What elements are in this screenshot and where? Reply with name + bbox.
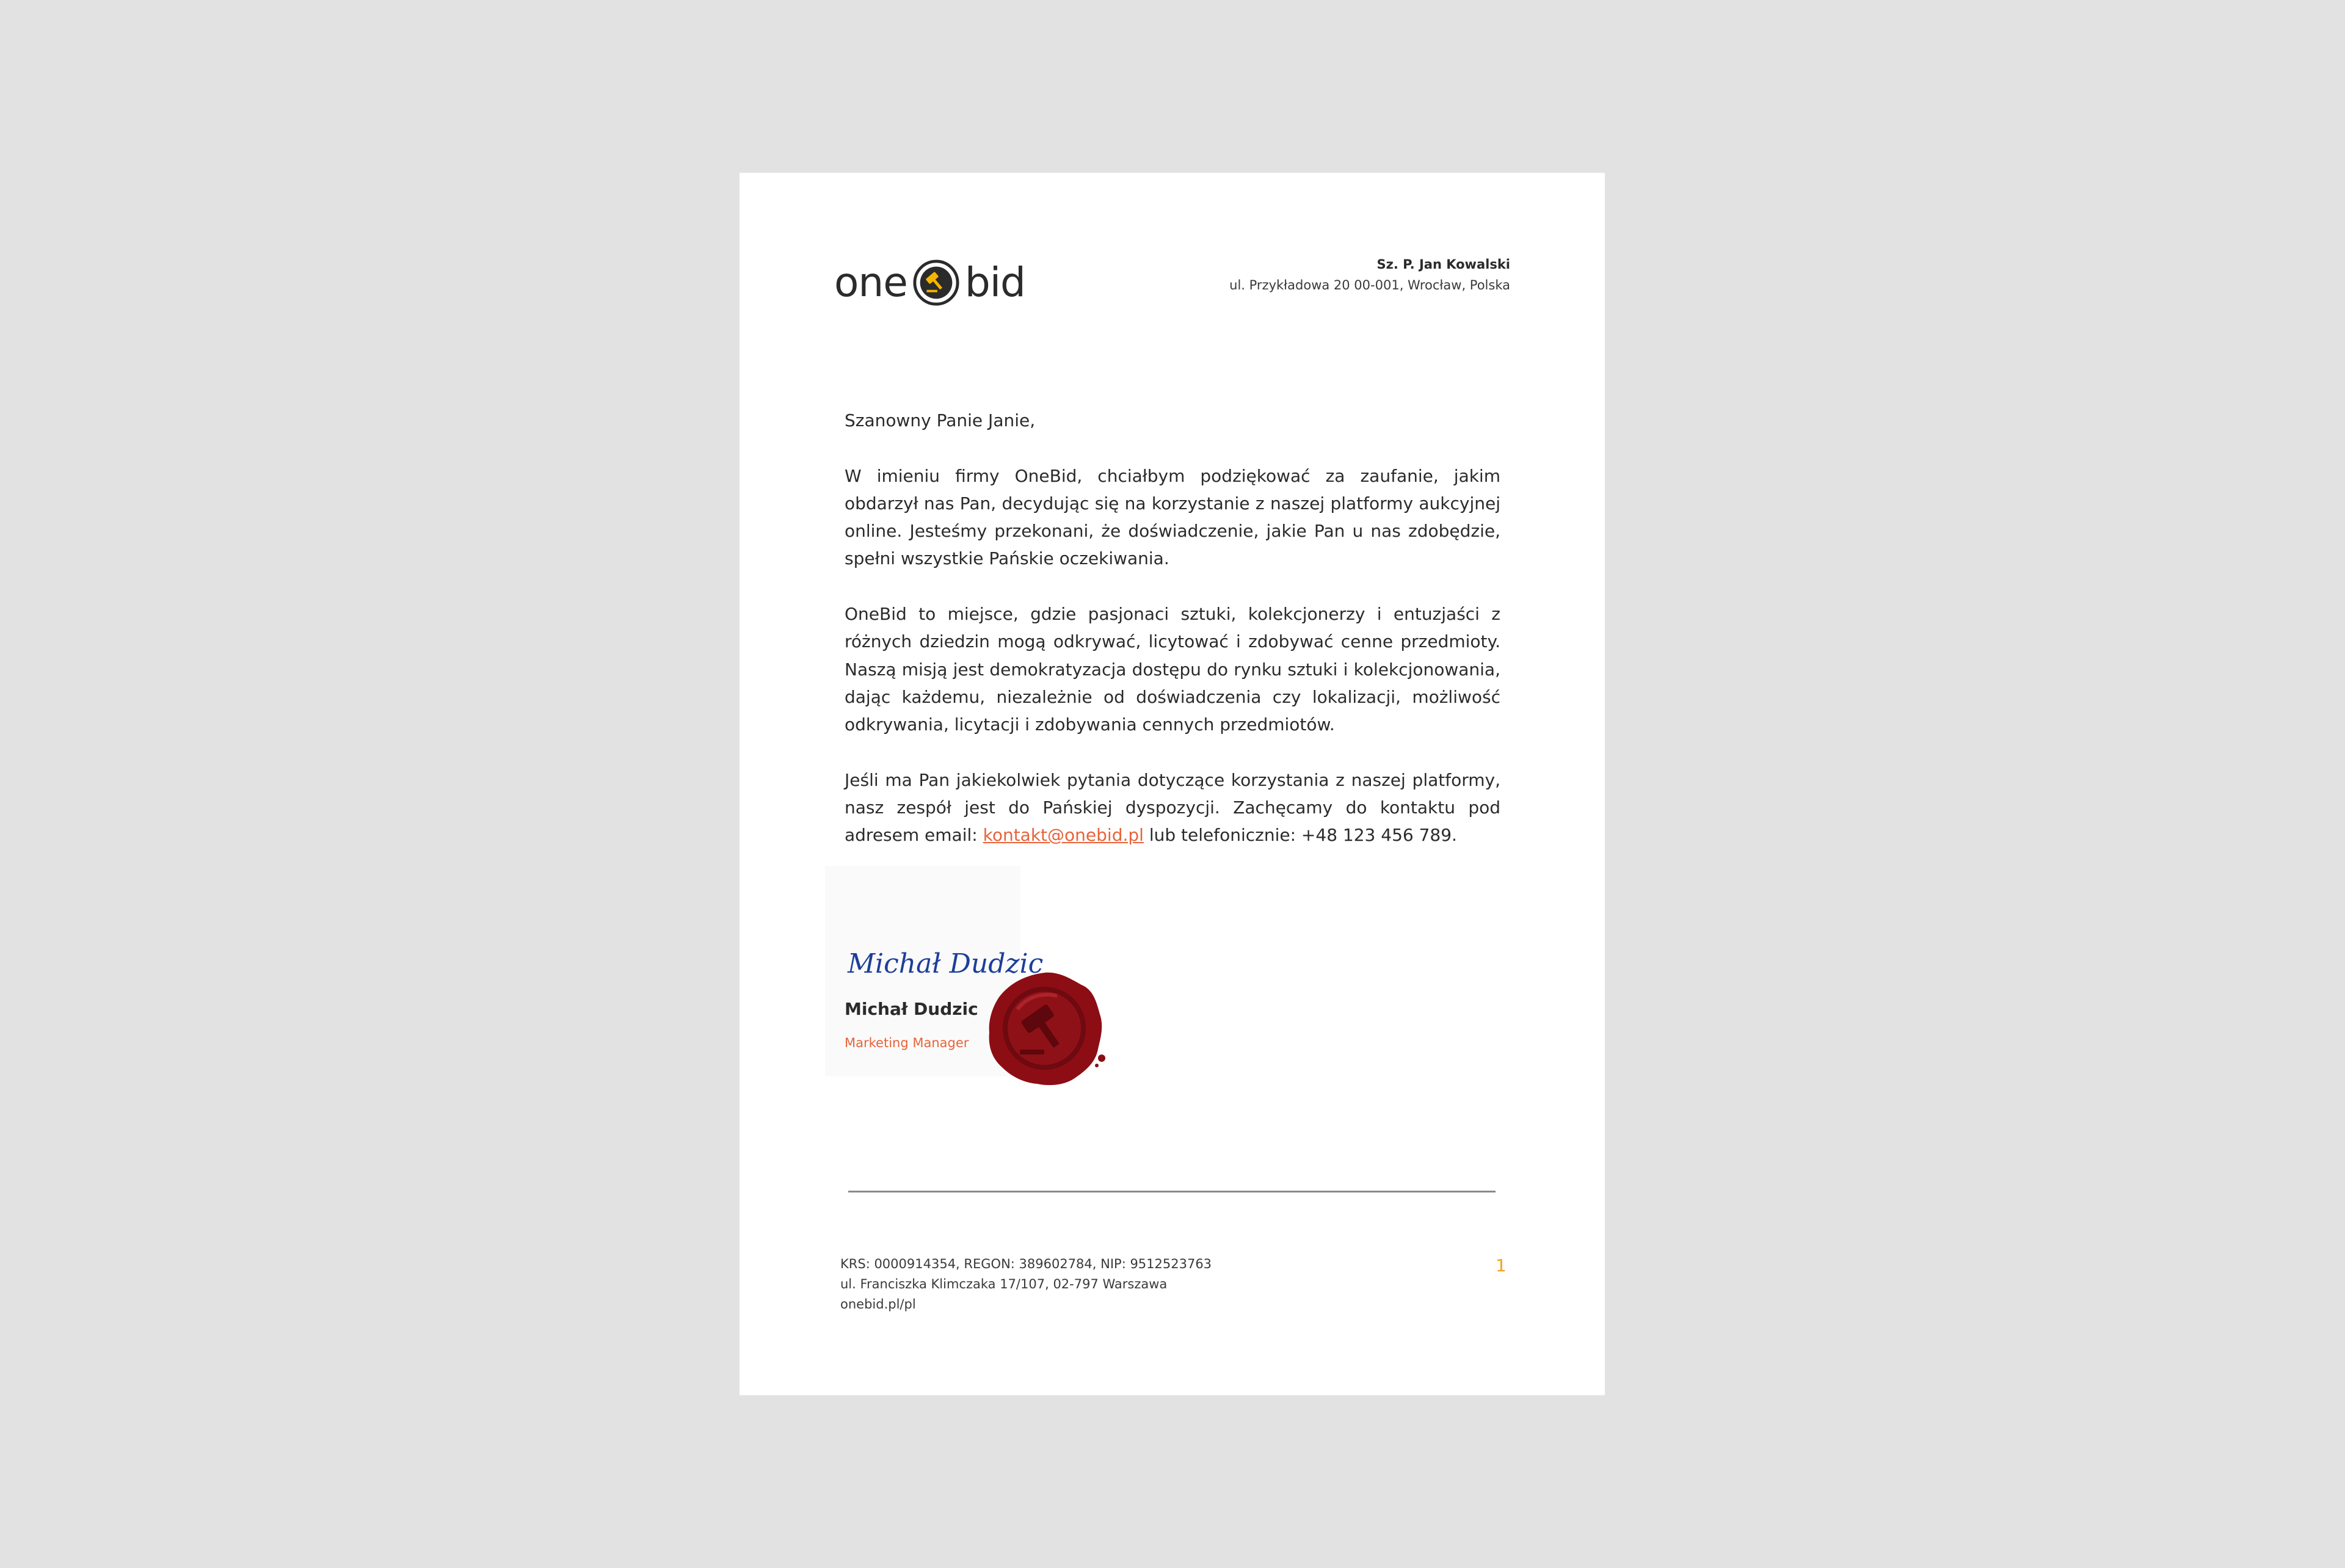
footer-website[interactable]: onebid.pl/pl [840, 1297, 916, 1312]
greeting: Szanowny Panie Janie, [845, 410, 1036, 430]
wax-seal-gavel-icon [981, 967, 1109, 1092]
letter-body [845, 407, 1500, 932]
recipient-name: Sz. P. Jan Kowalski [1376, 257, 1510, 272]
page-number: 1 [1496, 1255, 1507, 1276]
email-link[interactable]: kontakt@onebid.pl [983, 825, 1144, 846]
recipient-address: ul. Przykładowa 20 00-001, Wrocław, Polska [1229, 278, 1510, 292]
footer-address: ul. Franciszka Klimczaka 17/107, 02-797 Warszawa [840, 1277, 1168, 1291]
footer-divider [848, 1191, 1496, 1192]
paragraph-intro: W imieniu firmy OneBid, chciałbym podziękować za zaufanie, jakim obdarzył nas Pan, decydując się na korzystanie z naszej platformy aukcyjnej online. Jesteśmy przekonani, że doświadczenie, jakie Pan u nas zdobędzie, spełni wszystkie Pańskie oczekiwania. [845, 465, 1500, 569]
signature-script: Michał Dudzic [848, 948, 1044, 979]
paragraph-contact [845, 766, 1500, 849]
signer-title: Marketing Manager [845, 1036, 969, 1050]
signer-name: Michał Dudzic [845, 999, 978, 1019]
logo-word-bid: bid [964, 259, 1025, 306]
onebid-logo [834, 252, 1025, 313]
recipient-block [1229, 254, 1510, 296]
letter-page [740, 173, 1605, 1395]
contact-text: Jeśli ma Pan jakiekolwiek pytania dotyczące korzystania z naszej platformy, nasz zespół jest do Pańskiej dyspozycji. Zachęcamy do kontaktu pod adresem email: [845, 769, 1500, 846]
paragraph-about: OneBid to miejsce, gdzie pasjonaci sztuki, kolekcjonerzy i entuzjaści z różnych dziedzin mogą odkrywać, licytować i zdobywać cenne przedmioty. Naszą misją jest demokratyzacja dostępu do rynku sztuki i kolekcjonowania, dając każdemu, niezależnie od doświadczenia czy lokalizacji, możliwość odkrywania, licytacji i zdobywania cennych przedmiotów. [845, 604, 1500, 735]
contact-phone-text: lub telefonicznie: +48 123 456 789. [1143, 825, 1457, 846]
footer-registry: KRS: 0000914354, REGON: 389602784, NIP: 9512523763 [840, 1257, 1212, 1271]
logo-word-one: one [834, 259, 907, 306]
company-footer [840, 1254, 1212, 1315]
gavel-coin-icon [912, 259, 960, 307]
